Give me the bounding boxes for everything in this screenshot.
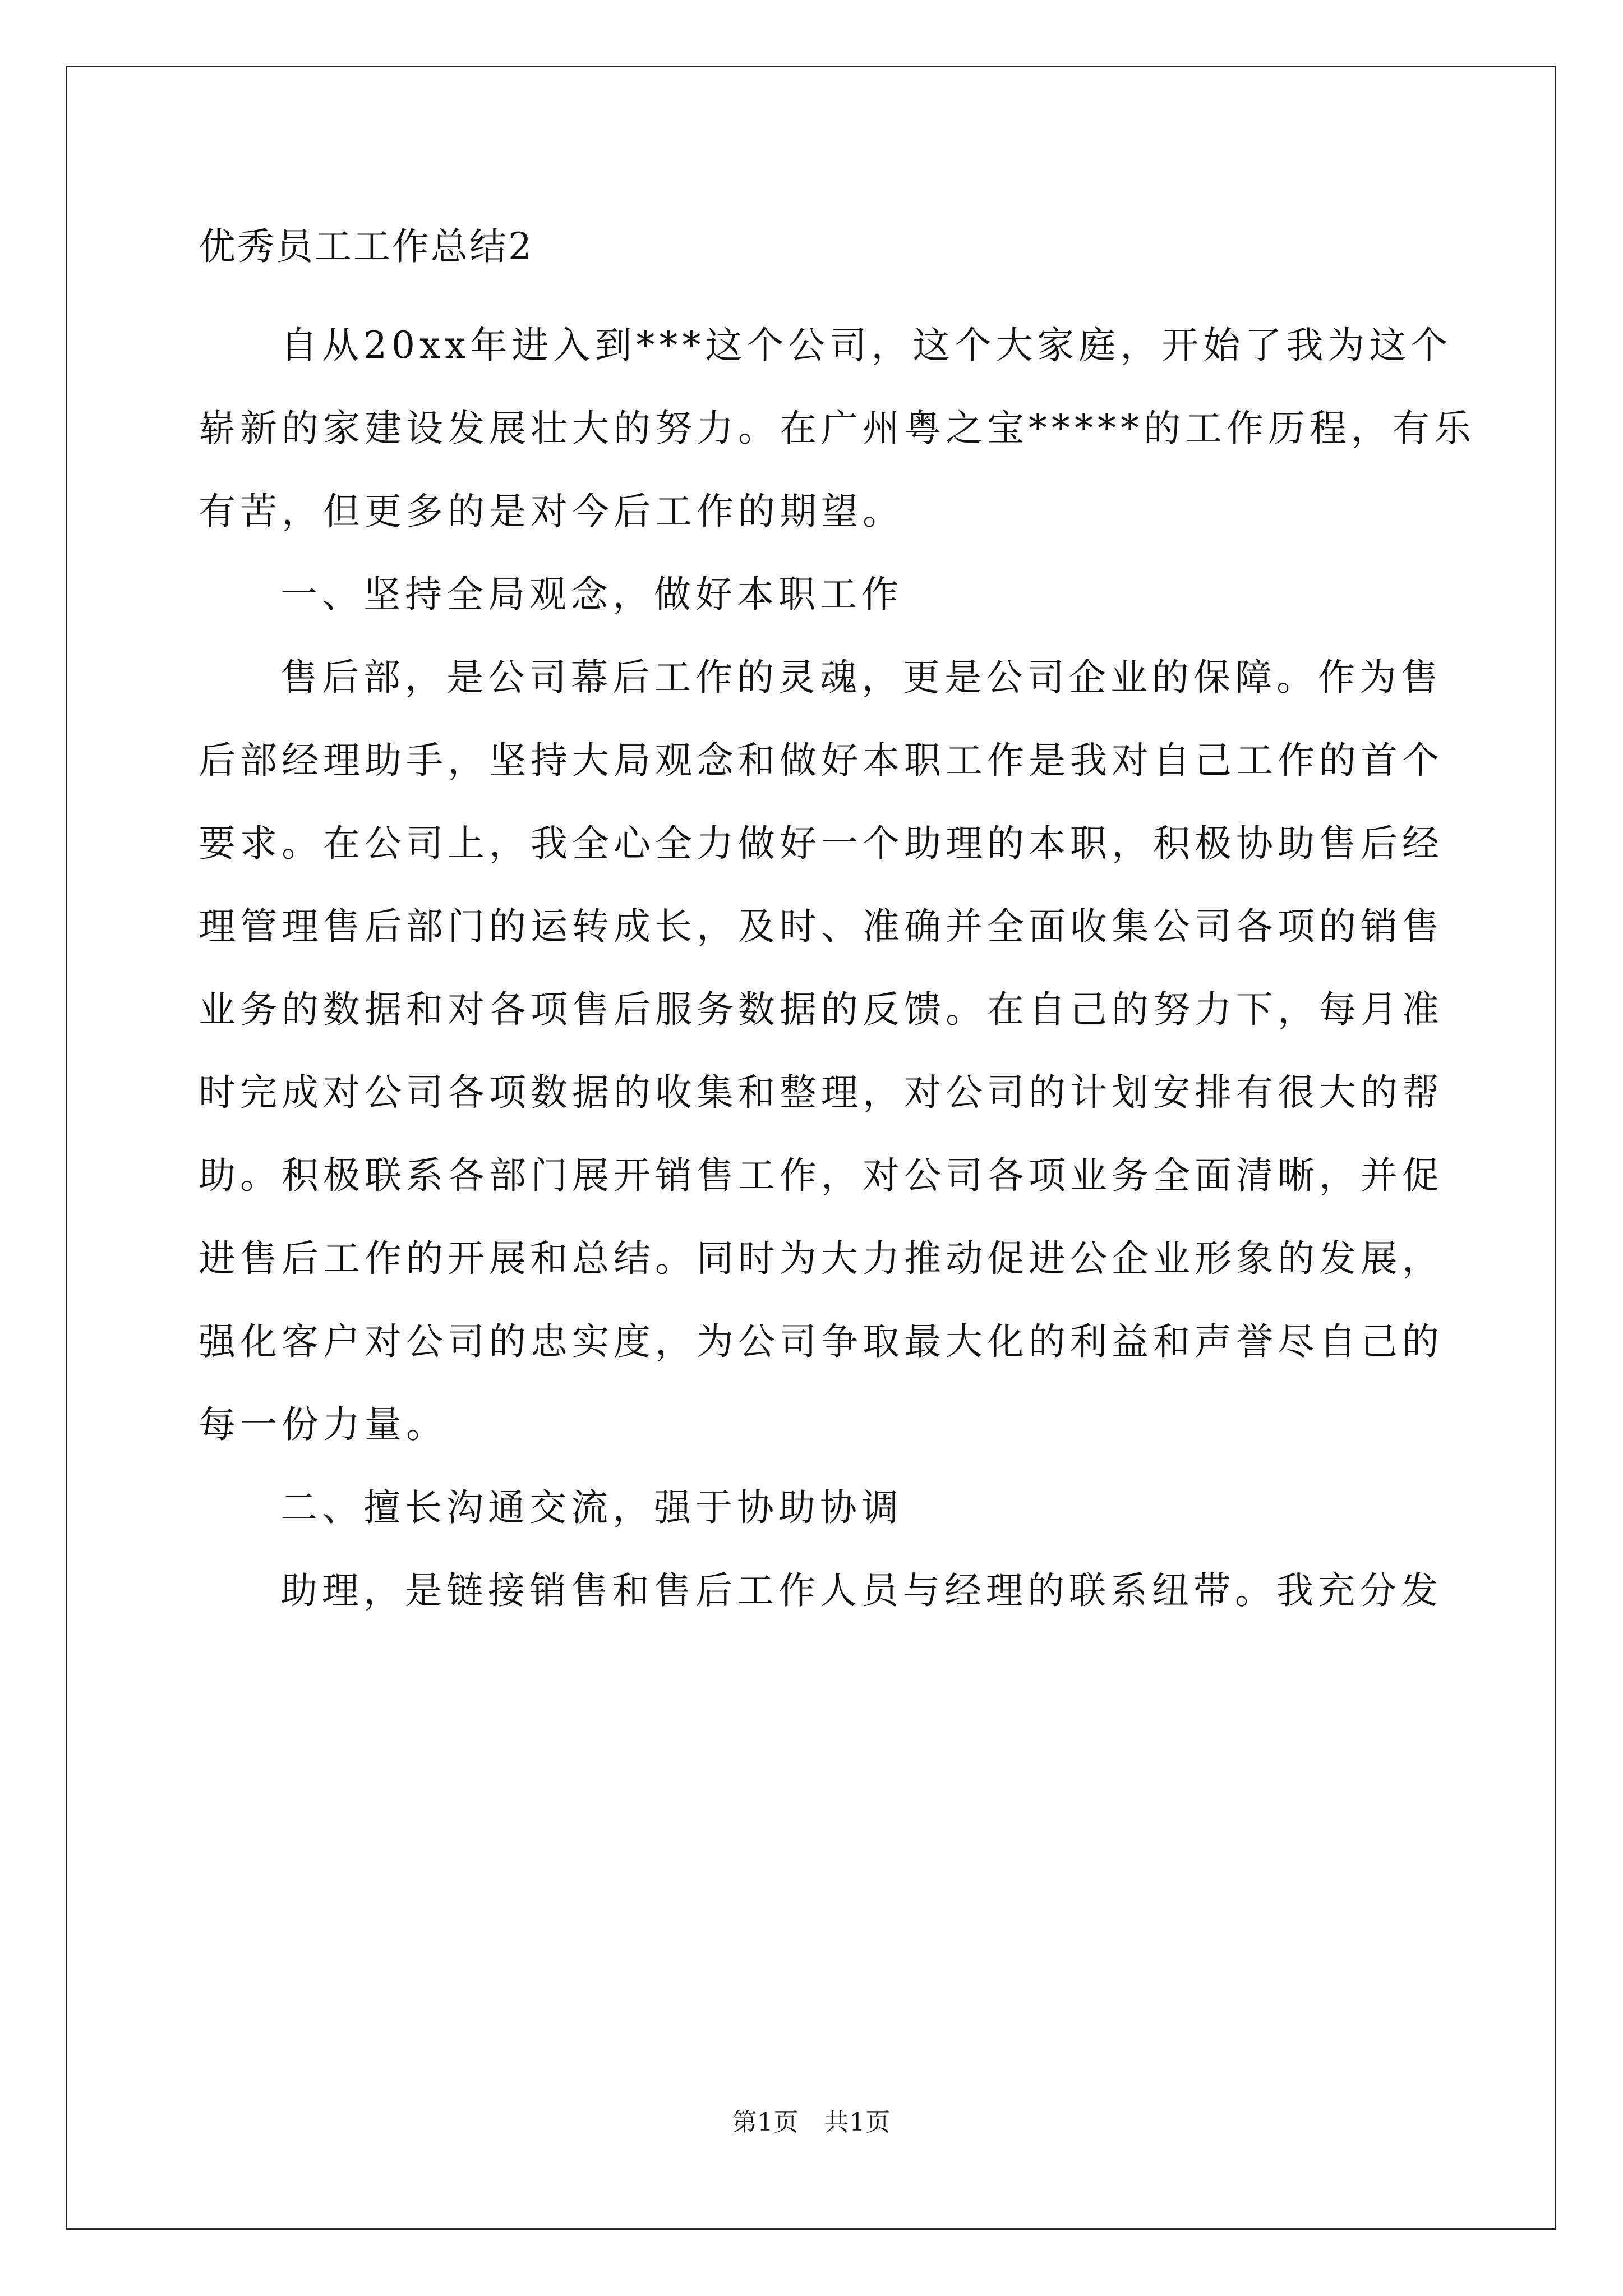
text-line: 理管理售后部门的运转成长，及时、准确并全面收集公司各项的销售: [199, 905, 1444, 948]
text-line: 助理，是链接销售和售后工作人员与经理的联系纽带。我充分发: [280, 1569, 1442, 1612]
document-body: [199, 221, 1476, 1632]
text-line: 要求。在公司上，我全心全力做好一个助理的本职，积极协助售后经: [199, 822, 1444, 865]
document-title: 优秀员工工作总结2: [199, 225, 533, 268]
text-line: 每一份力量。: [199, 1403, 448, 1446]
text-line: 有苦，但更多的是对今后工作的期望。: [199, 490, 904, 533]
text-line: 后部经理助手，坚持大局观念和做好本职工作是我对自己工作的首个: [199, 739, 1444, 782]
text-line: 时完成对公司各项数据的收集和整理，对公司的计划安排有很大的帮: [199, 1071, 1444, 1114]
section-heading-2: [199, 1466, 1432, 1549]
text-line: 业务的数据和对各项售后服务数据的反馈。在自己的努力下，每月准: [199, 988, 1444, 1031]
text-line: 强化客户对公司的忠实度，为公司争取最大化的利益和声誉尽自己的: [199, 1320, 1444, 1363]
heading-line: 二、擅长沟通交流，强于协助协调: [280, 1486, 903, 1529]
page-footer: 第1页 共1页: [732, 2108, 891, 2137]
text-line: 售后部，是公司幕后工作的灵魂，更是公司企业的保障。作为售: [280, 656, 1442, 699]
text-line: 助。积极联系各部门展开销售工作，对公司各项业务全面清晰，并促: [199, 1154, 1444, 1197]
text-line: 崭新的家建设发展壮大的努力。在广州粤之宝*****的工作历程，有乐: [199, 407, 1476, 450]
text-line: 进售后工作的开展和总结。同时为大力推动促进公企业形象的发展，: [199, 1237, 1444, 1280]
paragraph-section-1: [199, 636, 1444, 1466]
section-heading-1: [199, 553, 1432, 636]
paragraph-intro: [199, 304, 1476, 553]
text-line: 自从20xx年进入到***这个公司，这个大家庭，开始了我为这个: [280, 324, 1453, 367]
paragraph-section-2: [199, 1549, 1442, 1632]
heading-line: 一、坚持全局观念，做好本职工作: [280, 573, 903, 616]
